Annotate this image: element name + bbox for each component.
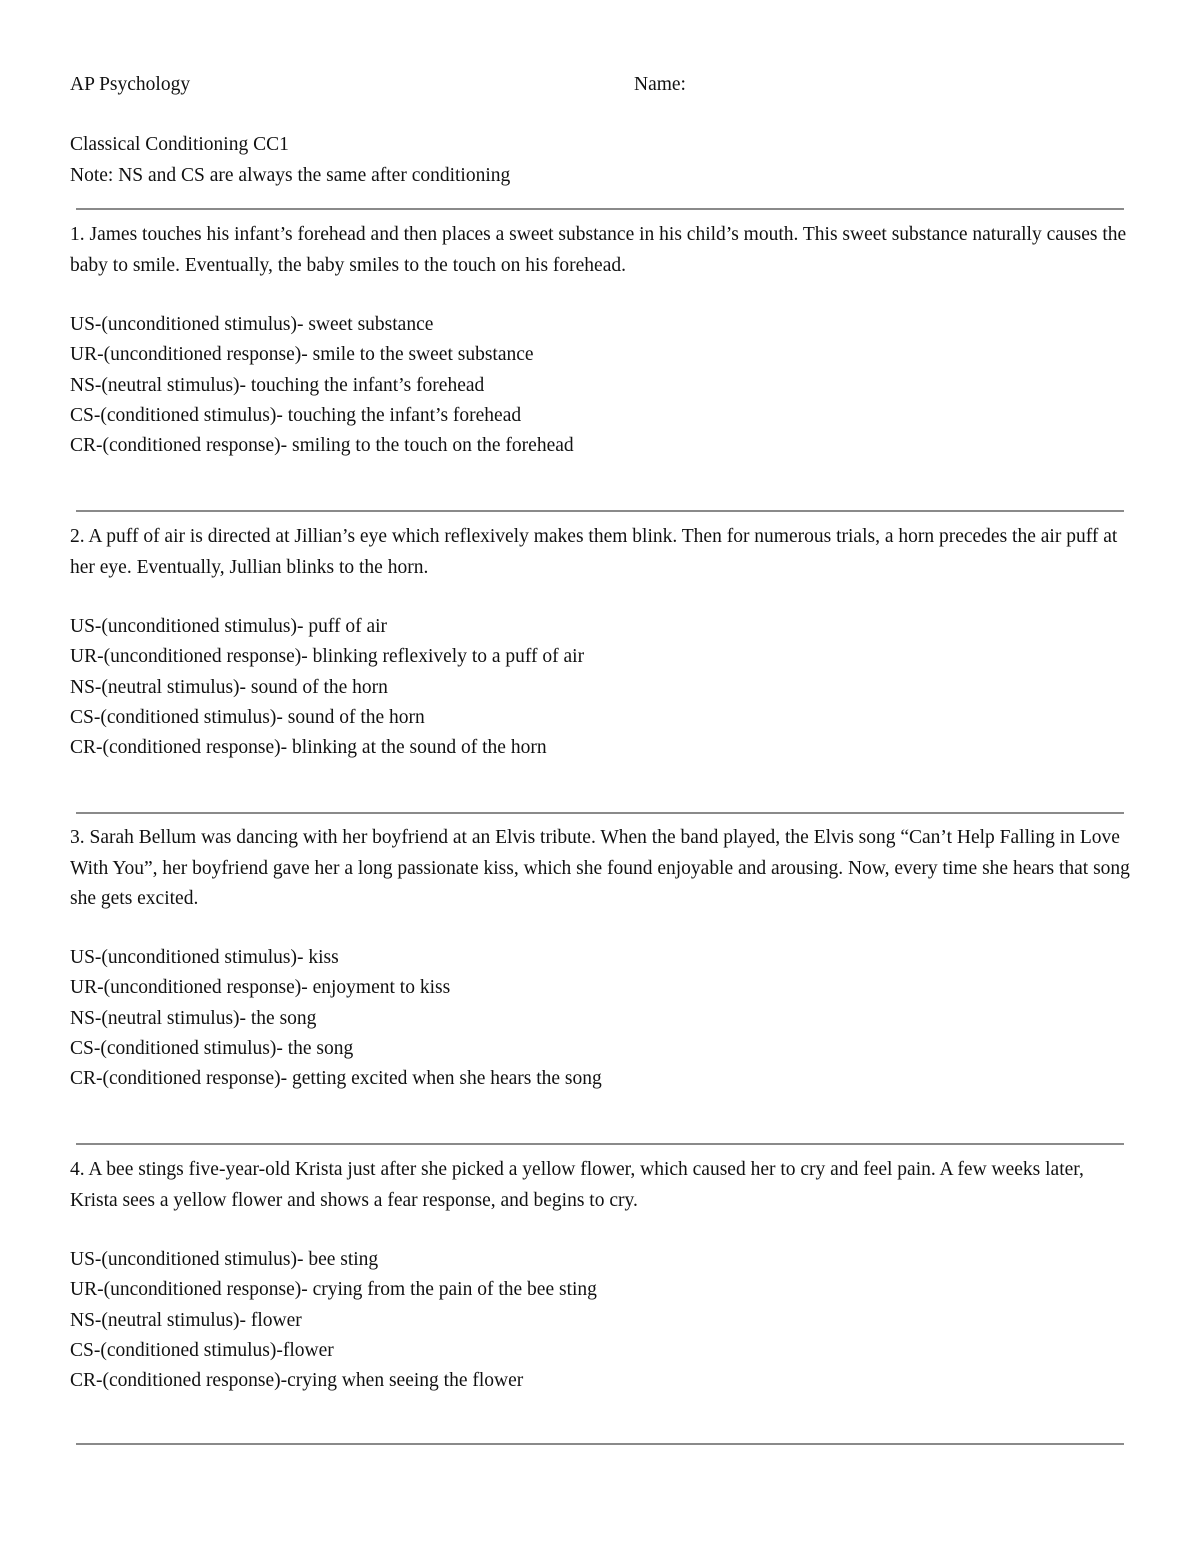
question-4-answers bbox=[70, 1245, 597, 1396]
answer-ns: NS-(neutral stimulus)- flower bbox=[70, 1309, 302, 1331]
answer-cr: CR-(conditioned response)- smiling to the touch on the forehead bbox=[70, 435, 574, 457]
worksheet-title: Classical Conditioning CC1 bbox=[70, 134, 289, 155]
answer-ur: UR-(unconditioned response)- enjoyment to kiss bbox=[70, 977, 451, 999]
answer-us: US-(unconditioned stimulus)- bee sting bbox=[70, 1249, 379, 1270]
answer-cs: CS-(conditioned stimulus)- touching the infant’s forehead bbox=[70, 404, 522, 426]
course-name: AP Psychology bbox=[70, 74, 191, 95]
question-3-prompt: 3. Sarah Bellum was dancing with her boyfriend at an Elvis tribute. When the band played, the Elvis song “Can’t Help Falling in Love With You”, her boyfriend gave her a long passionate kiss, which she found enjoyable and arousing. Now, every time she hears that song she gets excited. bbox=[70, 827, 1130, 909]
answer-us: US-(unconditioned stimulus)- kiss bbox=[70, 947, 339, 968]
answer-cr: CR-(conditioned response)- getting excited when she hears the song bbox=[70, 1068, 602, 1090]
answer-cr: CR-(conditioned response)-crying when seeing the flower bbox=[70, 1370, 524, 1392]
answer-cs: CS-(conditioned stimulus)-flower bbox=[70, 1339, 334, 1361]
worksheet-note: Note: NS and CS are always the same after conditioning bbox=[70, 165, 511, 186]
section-divider bbox=[76, 510, 1124, 512]
answer-cs: CS-(conditioned stimulus)- the song bbox=[70, 1037, 354, 1059]
answer-us: US-(unconditioned stimulus)- sweet substance bbox=[70, 314, 434, 335]
section-divider bbox=[76, 812, 1124, 814]
answer-us: US-(unconditioned stimulus)- puff of air bbox=[70, 616, 388, 637]
question-4-prompt: 4. A bee stings five-year-old Krista just after she picked a yellow flower, which caused her to cry and feel pain. A few weeks later, Krista sees a yellow flower and shows a fear response, and begins to cry. bbox=[70, 1159, 1084, 1211]
question-1-prompt: 1. James touches his infant’s forehead and then places a sweet substance in his child’s mouth. This sweet substance naturally causes the baby to smile. Eventually, the baby smiles to the touch on his forehead. bbox=[70, 224, 1127, 276]
answer-cr: CR-(conditioned response)- blinking at the sound of the horn bbox=[70, 737, 547, 759]
question-1-answers bbox=[70, 310, 574, 461]
answer-ns: NS-(neutral stimulus)- touching the infant’s forehead bbox=[70, 374, 485, 396]
answer-ur: UR-(unconditioned response)- blinking reflexively to a puff of air bbox=[70, 646, 585, 668]
answer-ns: NS-(neutral stimulus)- sound of the horn bbox=[70, 676, 388, 698]
answer-ns: NS-(neutral stimulus)- the song bbox=[70, 1007, 317, 1029]
question-3-answers bbox=[70, 943, 602, 1094]
question-2-prompt: 2. A puff of air is directed at Jillian’s eye which reflexively makes them blink. Then for numerous trials, a horn precedes the air puff at her eye. Eventually, Jullian blinks to the horn. bbox=[70, 526, 1118, 578]
section-divider bbox=[76, 208, 1124, 210]
answer-ur: UR-(unconditioned response)- crying from the pain of the bee sting bbox=[70, 1279, 597, 1301]
question-2-answers bbox=[70, 612, 584, 763]
section-divider bbox=[76, 1143, 1124, 1145]
answer-ur: UR-(unconditioned response)- smile to the sweet substance bbox=[70, 344, 534, 366]
answer-cs: CS-(conditioned stimulus)- sound of the horn bbox=[70, 706, 425, 728]
section-divider bbox=[76, 1443, 1124, 1445]
name-label: Name: bbox=[634, 74, 686, 95]
